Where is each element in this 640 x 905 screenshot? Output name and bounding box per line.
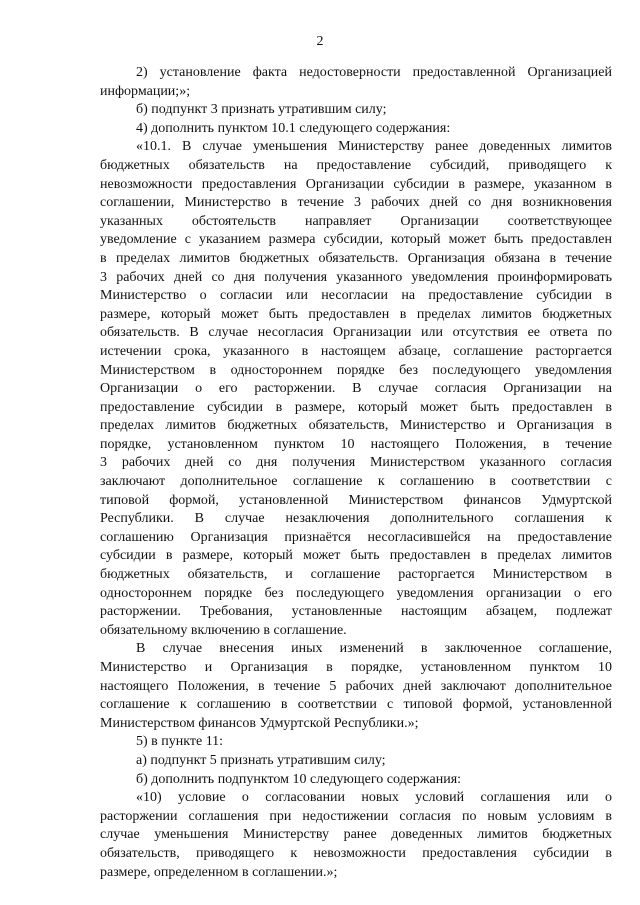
text-line: пределах лимитов бюджетных обязательств, Министерство и Организация в [100, 418, 612, 434]
text-line: обязательств. В случае несогласия Организации или отсутствия ее ответа по [100, 325, 612, 341]
text-line: «10) условие о согласовании новых условий соглашения или о [136, 790, 612, 806]
text-line: субсидии в размере, который может быть предоставлен в пределах лимитов [100, 548, 612, 564]
text-line: Министерством в одностороннем порядке без последующего уведомления [100, 362, 612, 378]
text-line: Республики. В случае незаключения дополнительного соглашения к [100, 511, 612, 527]
text-line: соглашении, Министерство в течение 3 рабочих дней со дня возникновения [100, 195, 612, 211]
text-line: 2) установление факта недостоверности предоставленной Организацией [136, 65, 612, 80]
text-line: Министерство о согласии или несогласии на предоставление субсидии в [100, 288, 612, 304]
text-line: расторжении соглашения при недостижении согласия по новым условиям в [100, 808, 612, 824]
document-body [100, 64, 612, 882]
text-line: в пределах лимитов бюджетных обязательств. Организация обязана в течение [100, 250, 612, 266]
text-line: обязательному включению в соглашение. [100, 622, 347, 638]
text-line: б) подпункт 3 признать утратившим силу; [136, 102, 387, 118]
text-line: истечении срока, указанного в настоящем абзаце, соглашение расторгается [100, 343, 612, 359]
text-line: Министерством финансов Удмуртской Республики.»; [100, 715, 419, 731]
text-line: В случае внесения иных изменений в заключенное соглашение, [136, 641, 612, 657]
text-line: заключают дополнительное соглашение к соглашению в соответствии с [100, 474, 612, 490]
text-line: 5) в пункте 11: [136, 734, 224, 750]
text-line: одностороннем порядке без последующего уведомления организации о его [100, 585, 612, 601]
text-line: типовой формой, установленной Министерством финансов Удмуртской [100, 492, 612, 508]
text-line: настоящего Положения, в течение 5 рабочих дней заключают дополнительное [100, 678, 612, 694]
text-line: предоставление субсидии в размере, который может быть предоставлен в [100, 399, 612, 415]
text-line: б) дополнить подпунктом 10 следующего содержания: [136, 771, 462, 787]
text-line: размере, который может быть предоставлен в пределах лимитов бюджетных [100, 306, 612, 322]
text-line: 4) дополнить пунктом 10.1 следующего содержания: [136, 120, 451, 136]
text-line: соглашению Организация признаётся несогласившейся на предоставление [100, 529, 612, 545]
text-line: невозможности предоставления Организации субсидии в размере, указанном в [100, 176, 612, 192]
text-line: Министерство и Организация в порядке, установленном пунктом 10 [100, 660, 612, 675]
page-number: 2 [316, 34, 324, 49]
text-line: расторжении. Требования, установленные настоящим абзацем, подлежат [100, 604, 612, 620]
text-line: бюджетных обязательств на предоставление субсидий, приводящего к [100, 157, 612, 173]
text-line: «10.1. В случае уменьшения Министерству ранее доведенных лимитов [136, 139, 612, 155]
text-line: указанных обстоятельств направляет Организации соответствующее [100, 213, 612, 229]
text-line: случае уменьшения Министерству ранее доведенных лимитов бюджетных [100, 827, 612, 843]
text-line: а) подпункт 5 признать утратившим силу; [136, 752, 386, 768]
text-line: информации;»; [100, 83, 191, 99]
text-line: обязательств, приводящего к невозможности предоставления субсидии в [100, 845, 612, 861]
text-line: бюджетных обязательств, и соглашение расторгается Министерством в [100, 567, 612, 583]
text-line: Организации о его расторжении. В случае согласия Организации на [100, 381, 612, 397]
text-line: уведомление с указанием размера субсидии, который может быть предоставлен [100, 232, 612, 248]
text-line: соглашение к соглашению в соответствии с типовой формой, установленной [100, 697, 612, 713]
text-line: 3 рабочих дней со дня получения указанного уведомления проинформировать [100, 269, 612, 285]
text-line: 3 рабочих дней со дня получения Министерством указанного согласия [100, 455, 612, 471]
text-line: порядке, установленном пунктом 10 настоящего Положения, в течение [100, 436, 612, 452]
text-line: размере, определенном в соглашении.»; [100, 864, 338, 880]
